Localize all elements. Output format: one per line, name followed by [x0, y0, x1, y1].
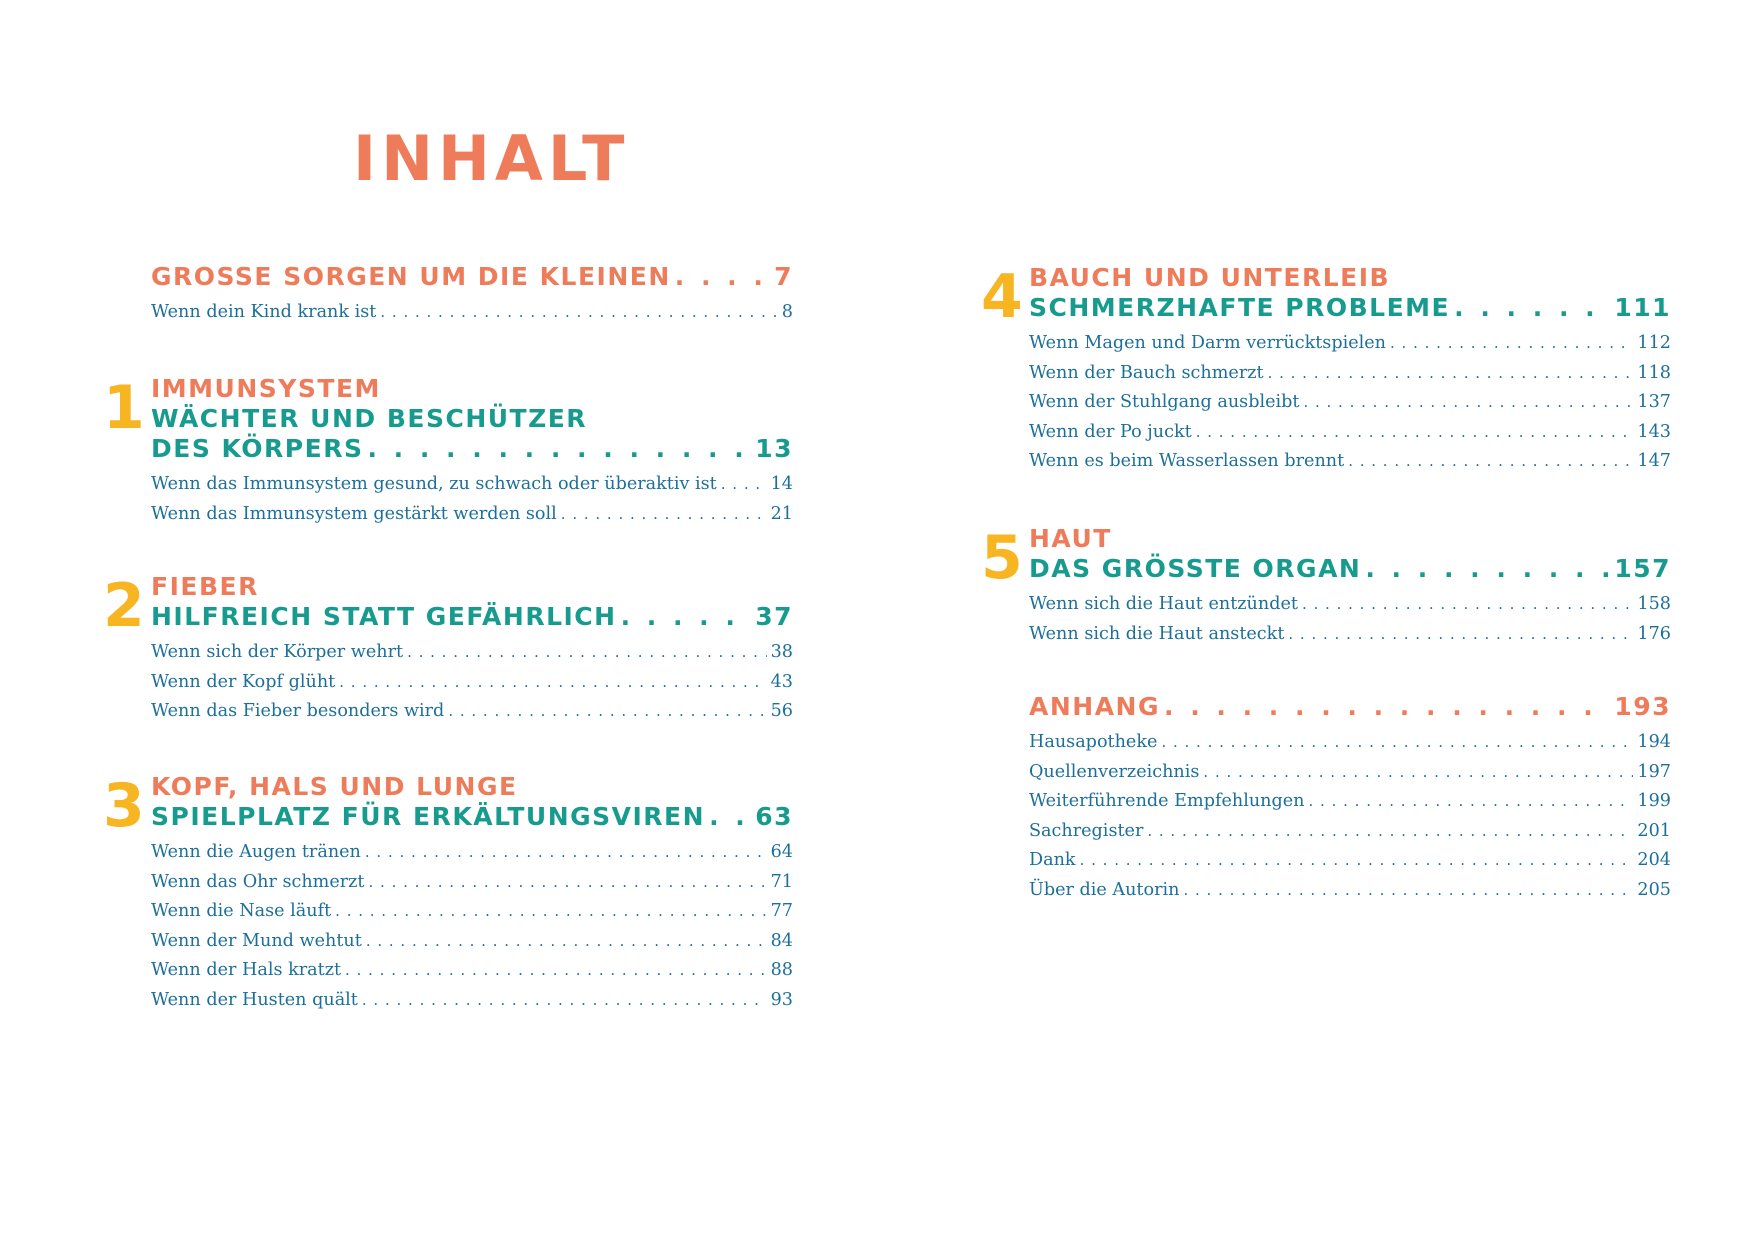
section-title: GROSSE SORGEN UM DIE KLEINEN — [151, 262, 671, 291]
dot-leader — [367, 434, 751, 464]
entry-page-number: 38 — [770, 642, 793, 662]
section-heading[interactable] — [1029, 692, 1671, 722]
dot-leader — [1203, 758, 1633, 788]
dot-leader — [1302, 590, 1633, 620]
dot-leader — [709, 802, 751, 832]
chapter-page-number: 63 — [755, 802, 793, 831]
chapter-page-number: 37 — [755, 602, 793, 631]
dot-leader — [1288, 620, 1633, 650]
dot-leader — [1390, 329, 1633, 359]
toc-chapter-3 — [103, 771, 793, 1015]
dot-leader — [1454, 293, 1610, 323]
entry-page-number: 64 — [770, 842, 793, 862]
entry-page-number: 93 — [770, 989, 793, 1010]
entry-page-number: 8 — [781, 302, 793, 322]
entry-page-number: 71 — [770, 871, 793, 892]
chapter-number: 2 — [103, 571, 145, 641]
chapter-topic: KOPF, HALS UND LUNGE — [151, 772, 518, 801]
dot-leader — [1268, 359, 1634, 389]
entry-page-number: 118 — [1637, 362, 1671, 383]
chapter-subtitle-text: SCHMERZHAFTE PROBLEME — [1029, 293, 1451, 322]
section-page-number: 7 — [774, 262, 793, 291]
entry-title: Wenn Magen und Darm verrücktspielen — [1029, 333, 1387, 353]
chapter-page-number: 157 — [1614, 554, 1671, 583]
dot-leader — [1183, 876, 1633, 906]
chapter-subtitle[interactable]: WÄCHTER UND BESCHÜTZER — [151, 404, 588, 433]
chapter-topic: FIEBER — [151, 572, 259, 601]
dot-leader — [1147, 817, 1633, 847]
entry-page-number: 43 — [770, 671, 793, 692]
entry-title: Wenn sich der Körper wehrt — [151, 642, 404, 662]
toc-entry[interactable] — [1029, 817, 1671, 847]
toc-entry[interactable] — [1029, 359, 1671, 389]
chapter-subtitle-line[interactable] — [151, 602, 793, 632]
dot-leader — [1348, 447, 1633, 477]
chapter-topic: IMMUNSYSTEM — [151, 374, 381, 403]
toc-entry[interactable] — [1029, 846, 1671, 876]
dot-leader — [335, 897, 766, 927]
entry-title: Wenn der Stuhlgang ausbleibt — [1029, 392, 1300, 412]
dot-leader — [1161, 728, 1633, 758]
chapter-subtitle-line[interactable] — [1029, 554, 1671, 584]
chapter-page-number: 13 — [755, 434, 793, 463]
section-title: ANHANG — [1029, 692, 1160, 721]
toc-entry[interactable] — [151, 697, 793, 727]
entry-page-number: 21 — [770, 503, 793, 524]
dot-leader — [1309, 787, 1634, 817]
entry-title: Wenn der Hals kratzt — [151, 960, 342, 980]
dot-leader — [365, 838, 767, 868]
entry-title: Dank — [1029, 850, 1076, 870]
entry-page-number: 176 — [1637, 623, 1671, 644]
toc-entry[interactable] — [151, 638, 793, 668]
toc-entry[interactable] — [1029, 329, 1671, 359]
entry-page-number: 112 — [1637, 333, 1671, 353]
dot-leader — [1365, 554, 1610, 584]
entry-list — [151, 470, 793, 529]
dot-leader — [621, 602, 752, 632]
entry-title: Wenn es beim Wasserlassen brennt — [1029, 451, 1345, 471]
toc-entry[interactable] — [151, 298, 793, 328]
entry-list — [1029, 728, 1671, 905]
entry-page-number: 88 — [770, 960, 793, 980]
entry-title: Wenn das Immunsystem gestärkt werden soll — [151, 503, 557, 524]
entry-title: Wenn der Bauch schmerzt — [1029, 362, 1264, 383]
toc-chapter-1 — [103, 373, 793, 529]
toc-entry[interactable] — [151, 668, 793, 698]
chapter-number: 4 — [981, 262, 1023, 332]
entry-title: Wenn dein Kind krank ist — [151, 302, 377, 322]
entry-page-number: 84 — [770, 930, 793, 951]
toc-entry[interactable] — [151, 500, 793, 530]
dot-leader — [448, 697, 766, 727]
entry-title: Wenn die Nase läuft — [151, 901, 332, 921]
dot-leader — [366, 927, 767, 957]
dot-leader — [1196, 418, 1634, 448]
toc-chapter-5 — [981, 523, 1671, 649]
toc-entry[interactable] — [1029, 787, 1671, 817]
dot-leader — [369, 868, 767, 898]
dot-leader — [1080, 846, 1634, 876]
toc-section-intro — [151, 262, 793, 328]
dot-leader — [1164, 692, 1610, 722]
entry-page-number: 205 — [1637, 879, 1671, 900]
toc-entry[interactable] — [1029, 876, 1671, 906]
entry-page-number: 77 — [770, 901, 793, 921]
toc-entry[interactable] — [1029, 758, 1671, 788]
entry-page-number: 56 — [770, 701, 793, 721]
entry-title: Weiterführende Empfehlungen — [1029, 791, 1305, 811]
section-heading[interactable] — [151, 262, 793, 292]
toc-entry[interactable] — [151, 986, 793, 1016]
entry-page-number: 199 — [1637, 791, 1671, 811]
toc-entry[interactable] — [151, 956, 793, 986]
entry-page-number: 14 — [770, 474, 793, 494]
entry-title: Wenn das Ohr schmerzt — [151, 871, 365, 892]
chapter-subtitle-line[interactable] — [151, 434, 793, 464]
section-page-number: 193 — [1614, 692, 1671, 721]
entry-title: Wenn die Augen tränen — [151, 842, 361, 862]
toc-entry[interactable] — [151, 838, 793, 868]
toc-entry[interactable] — [1029, 620, 1671, 650]
entry-list — [1029, 329, 1671, 477]
dot-leader — [561, 500, 767, 530]
entry-page-number: 147 — [1637, 451, 1671, 471]
toc-entry[interactable] — [151, 897, 793, 927]
chapter-topic: HAUT — [1029, 524, 1112, 553]
dot-leader — [675, 262, 770, 292]
dot-leader — [339, 668, 766, 698]
dot-leader — [407, 638, 767, 668]
toc-entry[interactable] — [1029, 590, 1671, 620]
entry-page-number: 204 — [1637, 850, 1671, 870]
entry-list — [151, 838, 793, 1015]
chapter-subtitle-line[interactable] — [151, 802, 793, 832]
toc-chapter-2 — [103, 571, 793, 727]
entry-page-number: 143 — [1637, 421, 1671, 442]
toc-entry[interactable] — [151, 927, 793, 957]
entry-page-number: 158 — [1637, 594, 1671, 614]
dot-leader — [721, 470, 767, 500]
chapter-page-number: 111 — [1614, 293, 1671, 322]
entry-title: Wenn sich die Haut ansteckt — [1029, 623, 1285, 644]
entry-title: Hausapotheke — [1029, 732, 1158, 752]
page-title: INHALT — [353, 122, 630, 195]
toc-chapter-4 — [981, 262, 1671, 477]
entry-page-number: 201 — [1637, 820, 1671, 841]
toc-entry[interactable] — [1029, 728, 1671, 758]
chapter-subtitle-text: HILFREICH STATT GEFÄHRLICH — [151, 602, 617, 631]
entry-list — [151, 298, 793, 328]
dot-leader — [345, 956, 767, 986]
toc-entry[interactable] — [1029, 447, 1671, 477]
entry-title: Über die Autorin — [1029, 879, 1180, 900]
toc-section-appendix — [1029, 692, 1671, 905]
entry-title: Wenn das Immunsystem gesund, zu schwach oder überaktiv ist — [151, 474, 717, 494]
chapter-subtitle-text: DAS GRÖSSTE ORGAN — [1029, 554, 1362, 583]
chapter-number: 1 — [103, 373, 145, 443]
chapter-number: 5 — [981, 523, 1023, 593]
entry-title: Wenn der Mund wehtut — [151, 930, 362, 951]
dot-leader — [1303, 388, 1633, 418]
chapter-topic: BAUCH UND UNTERLEIB — [1029, 263, 1391, 292]
entry-title: Wenn der Kopf glüht — [151, 671, 336, 692]
entry-title: Wenn der Po juckt — [1029, 421, 1192, 442]
entry-page-number: 137 — [1637, 392, 1671, 412]
entry-title: Wenn sich die Haut entzündet — [1029, 594, 1298, 614]
entry-title: Wenn der Husten quält — [151, 989, 358, 1010]
toc-entry[interactable] — [151, 470, 793, 500]
entry-page-number: 194 — [1637, 732, 1671, 752]
toc-entry[interactable] — [1029, 418, 1671, 448]
toc-entry[interactable] — [151, 868, 793, 898]
dot-leader — [362, 986, 767, 1016]
entry-page-number: 197 — [1637, 761, 1671, 782]
entry-list — [151, 638, 793, 727]
toc-entry[interactable] — [1029, 388, 1671, 418]
entry-list — [1029, 590, 1671, 649]
chapter-subtitle-text: DES KÖRPERS — [151, 434, 364, 463]
entry-title: Sachregister — [1029, 820, 1144, 841]
entry-title: Quellenverzeichnis — [1029, 761, 1200, 782]
chapter-subtitle-text: SPIELPLATZ FÜR ERKÄLTUNGSVIREN — [151, 802, 706, 831]
entry-title: Wenn das Fieber besonders wird — [151, 701, 445, 721]
dot-leader — [380, 298, 777, 328]
chapter-number: 3 — [103, 771, 145, 841]
chapter-subtitle-line[interactable] — [1029, 293, 1671, 323]
